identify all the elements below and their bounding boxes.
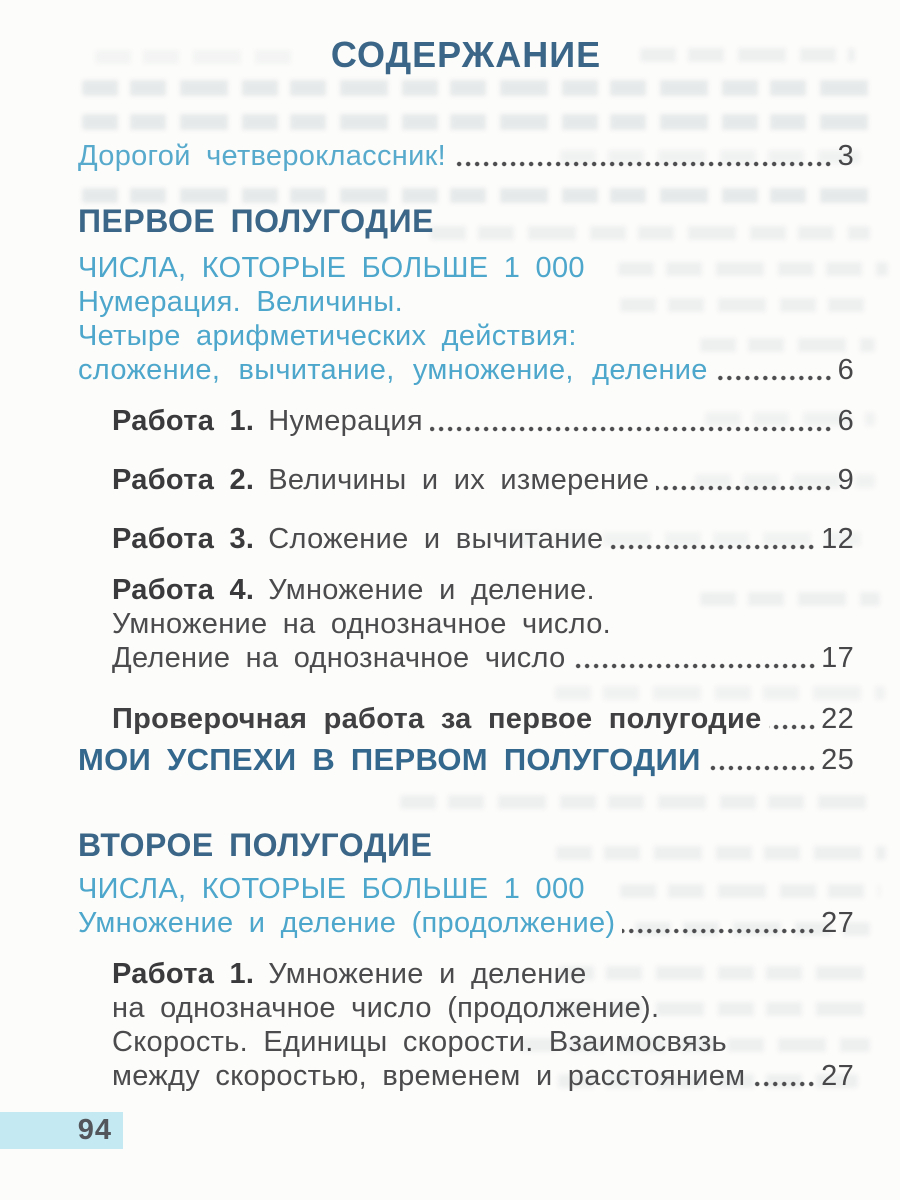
section-text: ЧИСЛА, КОТОРЫЕ БОЛЬШЕ 1 000 — [78, 873, 585, 905]
dot-leader — [769, 723, 817, 731]
results-page: 25 — [821, 744, 854, 776]
work-text: Нумерация — [268, 405, 423, 437]
work-page: 12 — [821, 523, 854, 555]
work-text: Деление на однозначное число — [112, 642, 566, 674]
part1-section-line — [78, 251, 854, 285]
work-text: Умножение и деление — [268, 958, 587, 990]
toc-entry-test — [112, 702, 854, 736]
page-title: СОДЕРЖАНИЕ — [330, 34, 602, 75]
dot-leader — [610, 543, 816, 551]
toc-entry-work-continuation — [112, 1025, 854, 1059]
toc-entry-work — [112, 404, 854, 438]
bleed-through-text — [430, 226, 870, 240]
bleed-through-text — [556, 846, 886, 860]
toc-entry-results — [78, 743, 854, 777]
section-text: Нумерация. Величины. — [78, 286, 403, 318]
part1-section-line — [78, 285, 854, 319]
dot-leader — [708, 764, 816, 772]
toc-entry-intro — [78, 139, 854, 173]
work-label: Работа 4. — [112, 574, 255, 606]
results-text: МОИ УСПЕХИ В ПЕРВОМ ПОЛУГОДИИ — [78, 742, 701, 777]
work-label: Работа 3. — [112, 523, 255, 555]
part1-heading: ПЕРВОЕ ПОЛУГОДИЕ — [78, 203, 434, 239]
dot-leader — [430, 425, 833, 433]
bleed-through-text — [82, 114, 882, 130]
toc-entry-work — [112, 522, 854, 556]
toc-entry-work-continuation — [112, 641, 854, 675]
dot-leader — [573, 662, 817, 670]
work-text: Умножение на однозначное число. — [112, 608, 612, 640]
work-label: Работа 2. — [112, 464, 255, 496]
section-text: Умножение и деление (продолжение) — [78, 907, 616, 939]
work-page: 6 — [837, 405, 854, 437]
page-number: 94 — [77, 1114, 112, 1146]
work-text: Величины и их измерение — [268, 464, 650, 496]
toc-entry-work-continuation — [112, 607, 854, 641]
dot-leader — [752, 1080, 816, 1088]
part2-section-line — [78, 906, 854, 940]
section-text: сложение, вычитание, умножение, деление — [78, 354, 708, 386]
dot-leader — [656, 484, 832, 492]
dot-leader — [453, 160, 833, 168]
dot-leader — [622, 927, 816, 935]
dot-leader — [715, 374, 833, 382]
toc-entry-work — [112, 463, 854, 497]
test-page: 22 — [821, 703, 854, 735]
part1-section-line — [78, 353, 854, 387]
section-page: 6 — [837, 354, 854, 386]
work-label: Работа 1. — [112, 405, 255, 437]
part1-section-line — [78, 319, 854, 353]
bleed-through-text — [400, 795, 870, 809]
bleed-through-text — [82, 80, 877, 96]
page-number-badge — [0, 1112, 123, 1149]
bleed-through-text — [555, 686, 885, 700]
toc-entry-text: Дорогой четвероклассник! — [78, 140, 446, 172]
work-text: на однозначное число (продолжение). — [112, 992, 660, 1024]
toc-entry-work-continuation — [112, 991, 854, 1025]
test-text: Проверочная работа за первое полугодие — [112, 703, 762, 735]
work-page: 27 — [821, 1060, 854, 1092]
part2-section-line — [78, 872, 854, 906]
toc-entry-work — [112, 957, 854, 991]
toc-entry-page: 3 — [837, 140, 854, 172]
work-label: Работа 1. — [112, 958, 255, 990]
toc-entry-work-continuation — [112, 1059, 854, 1093]
section-page: 27 — [821, 907, 854, 939]
work-page: 9 — [837, 464, 854, 496]
toc-entry-work — [112, 573, 854, 607]
work-text: Скорость. Единицы скорости. Взаимосвязь — [112, 1026, 727, 1058]
work-text: Сложение и вычитание — [268, 523, 604, 555]
part2-heading: ВТОРОЕ ПОЛУГОДИЕ — [78, 827, 433, 863]
section-text: Четыре арифметических действия: — [78, 320, 577, 352]
work-text: между скоростью, временем и расстоянием — [112, 1060, 746, 1092]
bleed-through-text — [82, 188, 877, 203]
work-text: Умножение и деление. — [268, 574, 595, 606]
section-text: ЧИСЛА, КОТОРЫЕ БОЛЬШЕ 1 000 — [78, 252, 585, 284]
work-page: 17 — [821, 642, 854, 674]
